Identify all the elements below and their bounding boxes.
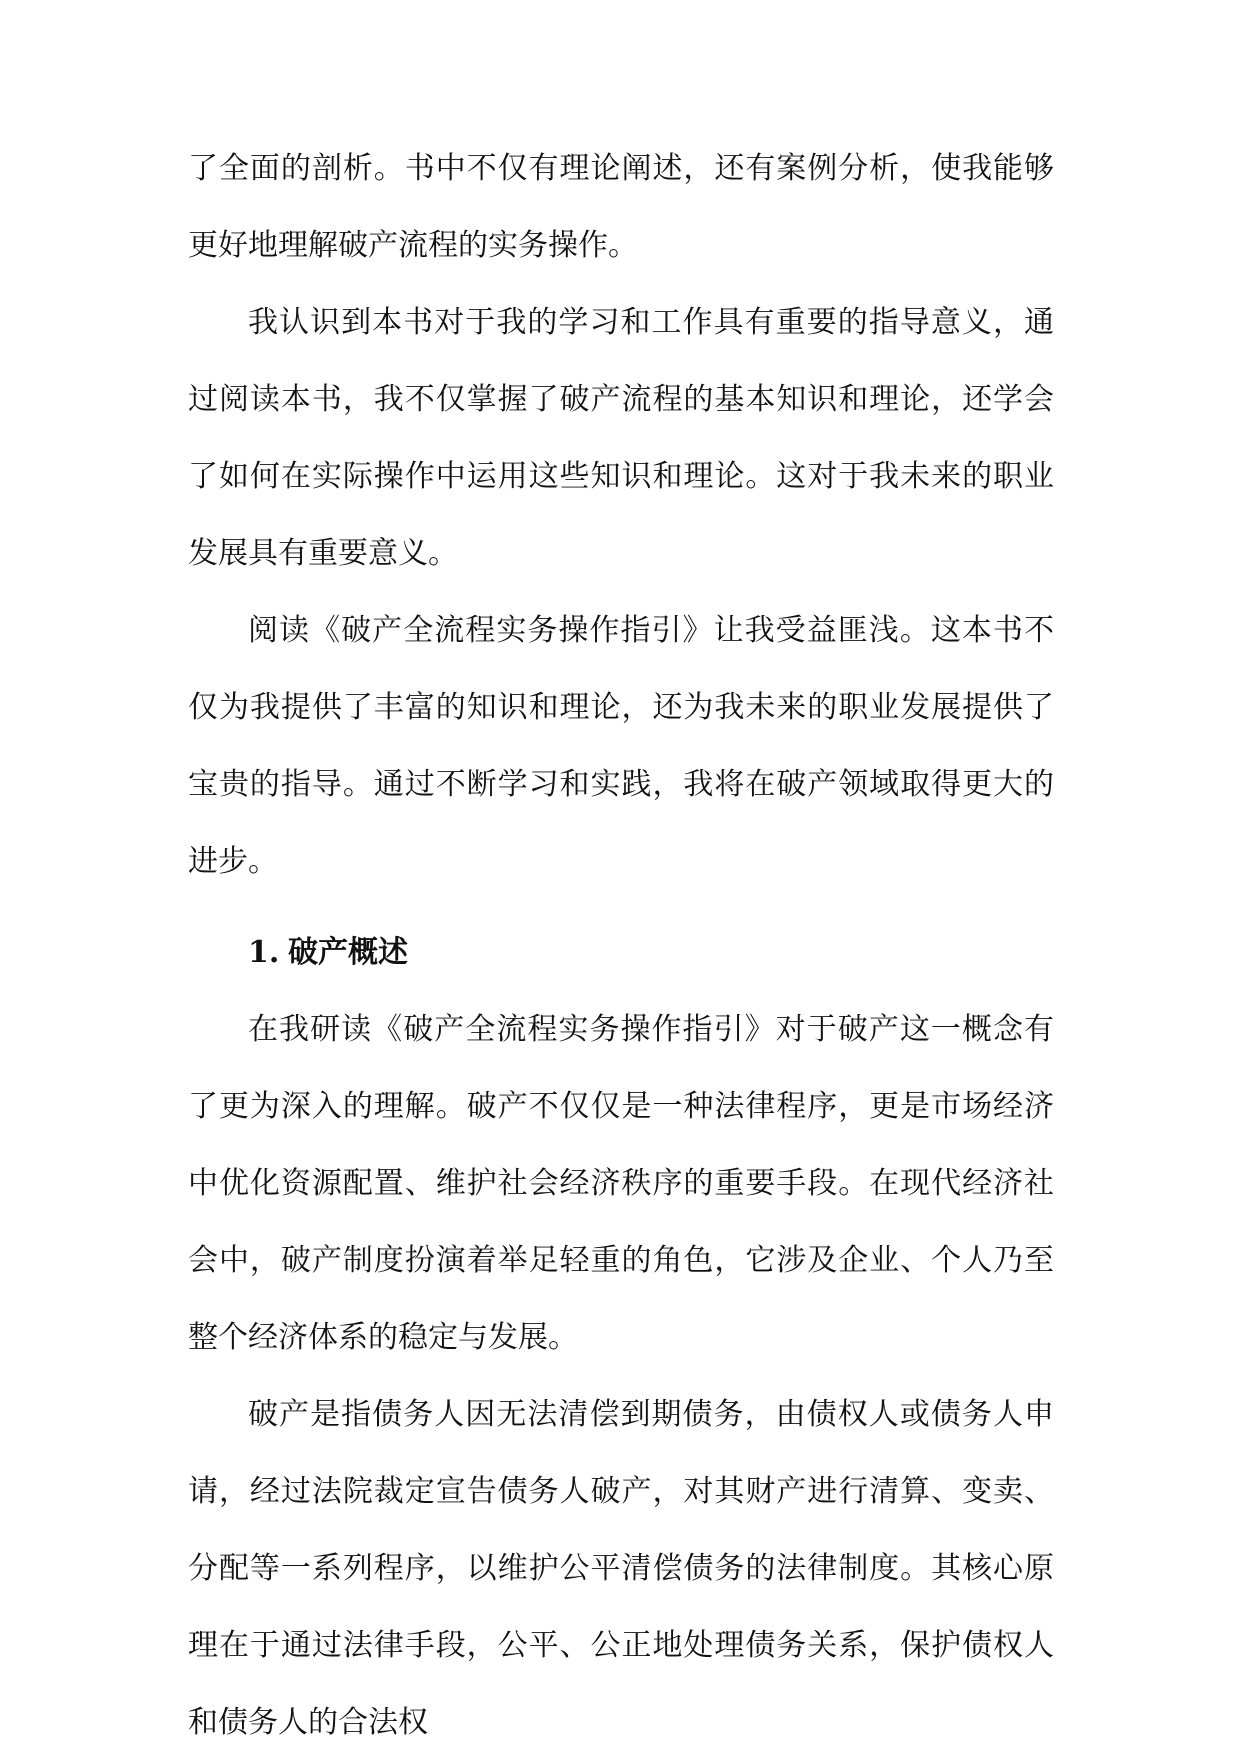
section-heading	[188, 914, 1054, 991]
paragraph-bankruptcy-definition: 破产是指债务人因无法清偿到期债务，由债权人或债务人申请，经过法院裁定宣告债务人破产，对其财产进行清算、变卖、分配等一系列程序，以维护公平清偿债务的法律制度。其核心原理在于通过法律手段，公平、公正地处理债务关系，保护债权人和债务人的合法权	[188, 1397, 1054, 1740]
document-page	[188, 130, 1054, 1761]
paragraph-bankruptcy-concept: 在我研读《破产全流程实务操作指引》对于破产这一概念有了更为深入的理解。破产不仅仅是一种法律程序，更是市场经济中优化资源配置、维护社会经济秩序的重要手段。在现代经济社会中，破产制度扮演着举足轻重的角色，它涉及企业、个人乃至整个经济体系的稳定与发展。	[188, 1012, 1054, 1355]
section-title: 破产概述	[288, 935, 408, 970]
section-number: 1.	[248, 935, 280, 970]
paragraph-reading-benefit: 阅读《破产全流程实务操作指引》让我受益匪浅。这本书不仅为我提供了丰富的知识和理论，还为我未来的职业发展提供了宝贵的指导。通过不断学习和实践，我将在破产领域取得更大的进步。	[188, 613, 1054, 879]
paragraph-continuation: 了全面的剖析。书中不仅有理论阐述，还有案例分析，使我能够更好地理解破产流程的实务操作。	[188, 151, 1054, 263]
paragraph-guidance-significance: 我认识到本书对于我的学习和工作具有重要的指导意义，通过阅读本书，我不仅掌握了破产流程的基本知识和理论，还学会了如何在实际操作中运用这些知识和理论。这对于我未来的职业发展具有重要意义。	[188, 305, 1054, 571]
